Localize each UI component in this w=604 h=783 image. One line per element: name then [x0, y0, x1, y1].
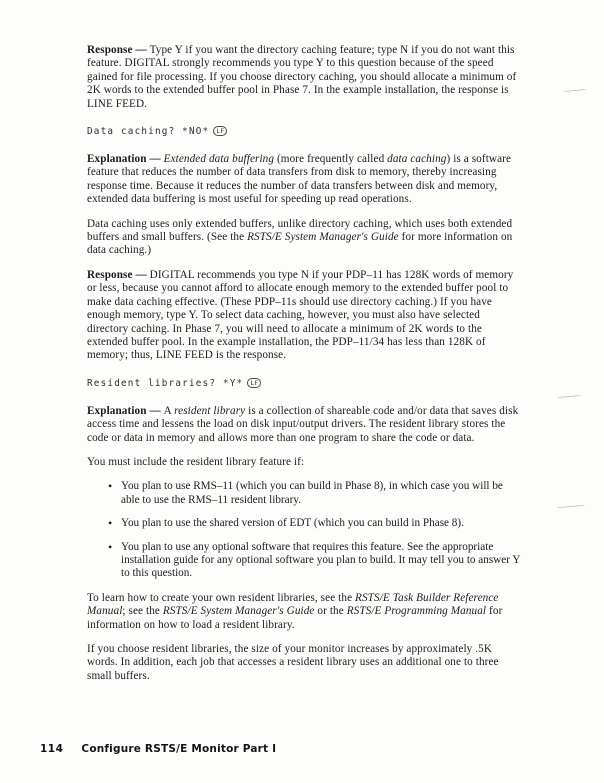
run-bold: Response — [87, 44, 150, 56]
run-text: DIGITAL recommends you type N if your PDP–11 has 128K words of memory or less, because you cannot afford to allocate enough memory to the extended buffer pool to make data caching effective. (These PDP–11s should use directory caching.) If you have enough memory, type Y. To select data caching, however, you must also have selected directory caching. In Phase 7, you will need to allocate a minimum of 2K words to the extended buffer pool. In the example installation, the PDP–11/34 has less than 128K of memory; thus, LINE FEED is the response. [87, 268, 514, 362]
run-bold: Explanation — [87, 153, 164, 166]
scan-artifact-mark [557, 505, 585, 508]
bullet-item [108, 541, 521, 581]
run-text: If you choose resident libraries, the size of your monitor increases by approximately .5K words. In addition, each job that accesses a resident library uses an additional one to three small buffers. [87, 643, 499, 682]
run-text: Data caching uses only extended buffers, unlike directory caching, which uses both extended buffers and small buffers. (See the [87, 217, 513, 244]
paragraph [87, 44, 523, 111]
run-text: You must include the resident library feature if: [87, 455, 305, 468]
run-text: for more information on data caching.) [87, 231, 513, 257]
run-text: or the [314, 605, 347, 618]
document-content [87, 44, 523, 694]
paragraph [87, 456, 523, 469]
page-footer [40, 743, 276, 755]
terminal-prompt-text: Data caching? *NO* [87, 126, 210, 138]
run-italic: RSTS/E System Manager's Guide [162, 605, 315, 618]
paragraph [87, 592, 523, 632]
scan-artifact-mark [563, 89, 587, 92]
bullet-list [87, 480, 523, 580]
run-bold: Explanation — [87, 404, 164, 417]
bullet-item [108, 517, 521, 530]
paragraph [87, 218, 523, 258]
run-text: ; see the [122, 605, 163, 618]
run-italic: RSTS/E Task Builder Reference Manual [87, 591, 499, 618]
run-italic: Extended data buffering [163, 153, 275, 166]
paragraph [87, 269, 523, 363]
run-text: A [163, 404, 175, 417]
footer-section-title: Configure RSTS/E Monitor Part I [81, 743, 277, 755]
run-text: is a collection of shareable code and/or data that saves disk access time and lessens the load on disk input/output drivers. The resident library stores the code or data in memory and allows more than one program to share the code or data. [87, 404, 519, 444]
paragraph [87, 153, 523, 207]
run-italic: RSTS/E Programming Manual [346, 605, 487, 618]
run-text: (more frequently called [274, 153, 388, 166]
run-text: You plan to use the shared version of EDT (which you can build in Phase 8). [121, 517, 464, 530]
footer-page-number: 114 [40, 743, 64, 755]
terminal-prompt-line [87, 126, 523, 137]
scan-artifact-mark [557, 395, 582, 398]
paragraph [87, 643, 523, 683]
run-text: Type Y if you want the directory caching feature; type N if you do not want this feature. DIGITAL strongly recommends you type Y to this question because of the speed gained for file processing. If you choose directory caching, you should allocate a minimum of 2K words to the extended buffer pool in Phase 7. In the example installation, the response is LINE FEED. [87, 44, 517, 110]
bullet-item [108, 480, 521, 507]
run-text: for information on how to load a resident library. [87, 605, 503, 631]
run-italic: resident library [174, 404, 246, 417]
run-text: To learn how to create your own resident libraries, see the [87, 591, 356, 604]
run-text: ) is a software feature that reduces the number of data transfers from disk to memory, thereby increasing response time. Because it reduces the number of data transfers between disk and memory, extended data buffering is most useful for speeding up read operations. [87, 153, 512, 206]
terminal-prompt-line [87, 378, 523, 389]
terminal-prompt-text: Resident libraries? *Y* [87, 377, 244, 389]
paragraph [87, 405, 523, 445]
run-text: You plan to use any optional software that requires this feature. See the appropriate installation guide for any optional software you plan to build. It may tell you to answer Y to this question. [121, 540, 521, 580]
run-bold: Response — [87, 268, 150, 281]
run-italic: data caching [387, 153, 447, 166]
linefeed-key-icon: LF [213, 126, 227, 136]
run-text: You plan to use RMS–11 (which you can build in Phase 8), in which case you will be able to use the RMS–11 resident library. [121, 480, 503, 506]
linefeed-key-icon: LF [247, 378, 261, 388]
run-italic: RSTS/E System Manager's Guide [247, 231, 399, 244]
